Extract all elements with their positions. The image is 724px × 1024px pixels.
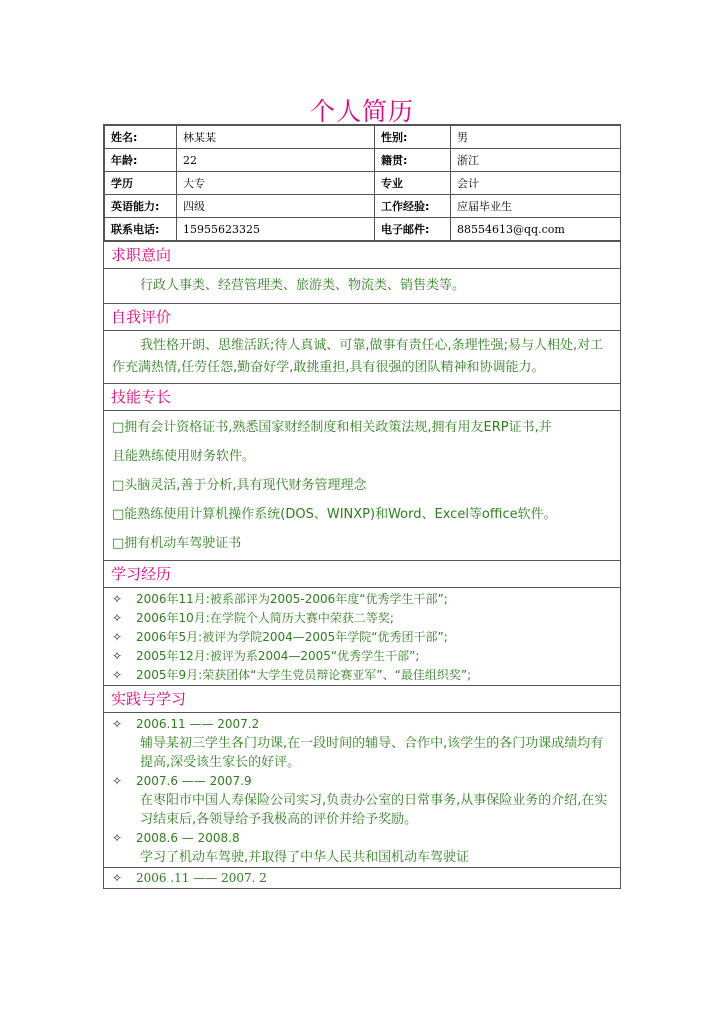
label-english: 英语能力: [105,195,177,218]
diamond-bullet-icon: ✧ [112,717,123,731]
education-heading: 学习经历 [104,560,620,587]
practice-heading: 实践与学习 [104,685,620,712]
label-gender: 性别: [375,126,451,149]
education-item-text: 2005年12月:被评为系2004—2005“优秀学生干部”; [136,649,420,663]
value-gender: 男 [451,126,621,149]
diamond-bullet-icon: ✧ [112,831,123,845]
skills-heading: 技能专长 [104,383,620,410]
resume-title: 个人简历 [309,97,414,126]
value-age: 22 [177,149,375,172]
practice-date-text: 2006.11 —— 2007.2 [136,717,260,731]
education-item-text: 2006年10月:在学院个人简历大赛中荣获二等奖; [136,611,394,625]
practice-desc: 辅导某初三学生各门功课,在一段时间的辅导、合作中,该学生的各门功课成绩均有提高,深受该生家长的好评。 [140,736,604,770]
value-phone: 15955623325 [177,218,375,241]
info-row-name [105,126,621,149]
practice-date-text: 2008.6 — 2008.8 [136,831,240,845]
diamond-bullet-icon: ✧ [112,871,123,885]
skills-body [104,410,620,560]
label-age: 年龄: [105,149,177,172]
list-item [112,609,612,628]
info-row-contact [105,218,621,241]
practice-body [104,712,620,867]
list-item [112,628,612,647]
label-major: 专业 [375,172,451,195]
diamond-bullet-icon: ✧ [112,649,123,663]
practice-date [112,829,612,848]
resume-sheet [103,124,621,889]
value-major: 会计 [451,172,621,195]
value-degree: 大专 [177,172,375,195]
value-hometown: 浙江 [451,149,621,172]
list-item [112,647,612,666]
skill-line: □拥有会计资格证书,熟悉国家财经制度和相关政策法规,拥有用友ERP证书,并 [112,420,552,435]
objective-heading: 求职意向 [104,241,620,268]
info-row-english [105,195,621,218]
label-degree: 学历 [105,172,177,195]
practice-date [112,772,612,791]
label-hometown: 籍贯: [375,149,451,172]
education-item-text: 2005年9月:荣获团体“大学生党员辩论赛亚军”、“最佳组织奖”; [136,668,472,682]
list-item [112,590,612,609]
practice-last-date: 2006 .11 —— 2007. 2 [136,871,267,885]
education-item-text: 2006年5月:被评为学院2004—2005年学院“优秀团干部”; [136,630,448,644]
practice-date-text: 2007.6 —— 2007.9 [136,774,252,788]
diamond-bullet-icon: ✧ [112,592,123,606]
label-email: 电子邮件: [375,218,451,241]
diamond-bullet-icon: ✧ [112,630,123,644]
self-eval-body [104,330,620,383]
info-row-education [105,172,621,195]
label-name: 姓名: [105,126,177,149]
label-phone: 联系电话: [105,218,177,241]
practice-last-row [104,867,620,888]
practice-desc: 学习了机动车驾驶,并取得了中华人民共和国机动车驾驶证 [140,850,470,865]
practice-date [112,715,612,734]
self-eval-heading: 自我评价 [104,303,620,330]
value-name: 林某某 [177,126,375,149]
objective-text: 行政人事类、经营管理类、旅游类、物流类、销售类等。 [140,278,466,293]
practice-desc: 在枣阳市中国人寿保险公司实习,负责办公室的日常事务,从事保险业务的介绍,在实习结束后,各领导给予我极高的评价并给予奖励。 [140,793,608,827]
education-body [104,587,620,685]
education-item-text: 2006年11月:被系部评为2005-2006年度“优秀学生干部”; [136,592,448,606]
objective-body [104,268,620,303]
value-experience: 应届毕业生 [451,195,621,218]
self-eval-text: 我性格开朗、思维活跃;待人真诚、可靠,做事有责任心,条理性强;易与人相处,对工作充满热情,任劳任怨,勤奋好学,敢挑重担,具有很强的团队精神和协调能力。 [112,338,604,375]
skill-line: □能熟练使用计算机操作系统(DOS、WINXP)和Word、Excel等office软件。 [112,507,557,522]
diamond-bullet-icon: ✧ [112,668,123,682]
diamond-bullet-icon: ✧ [112,774,123,788]
value-email: 88554613@qq.com [451,218,621,241]
skill-line: □头脑灵活,善于分析,具有现代财务管理理念 [112,478,367,493]
skill-line: □拥有机动车驾驶证书 [112,536,242,551]
diamond-bullet-icon: ✧ [112,611,123,625]
value-english: 四级 [177,195,375,218]
skill-line: 且能熟练使用财务软件。 [112,449,256,464]
list-item [112,666,612,685]
label-experience: 工作经验: [375,195,451,218]
personal-info-table [104,125,621,241]
info-row-age [105,149,621,172]
